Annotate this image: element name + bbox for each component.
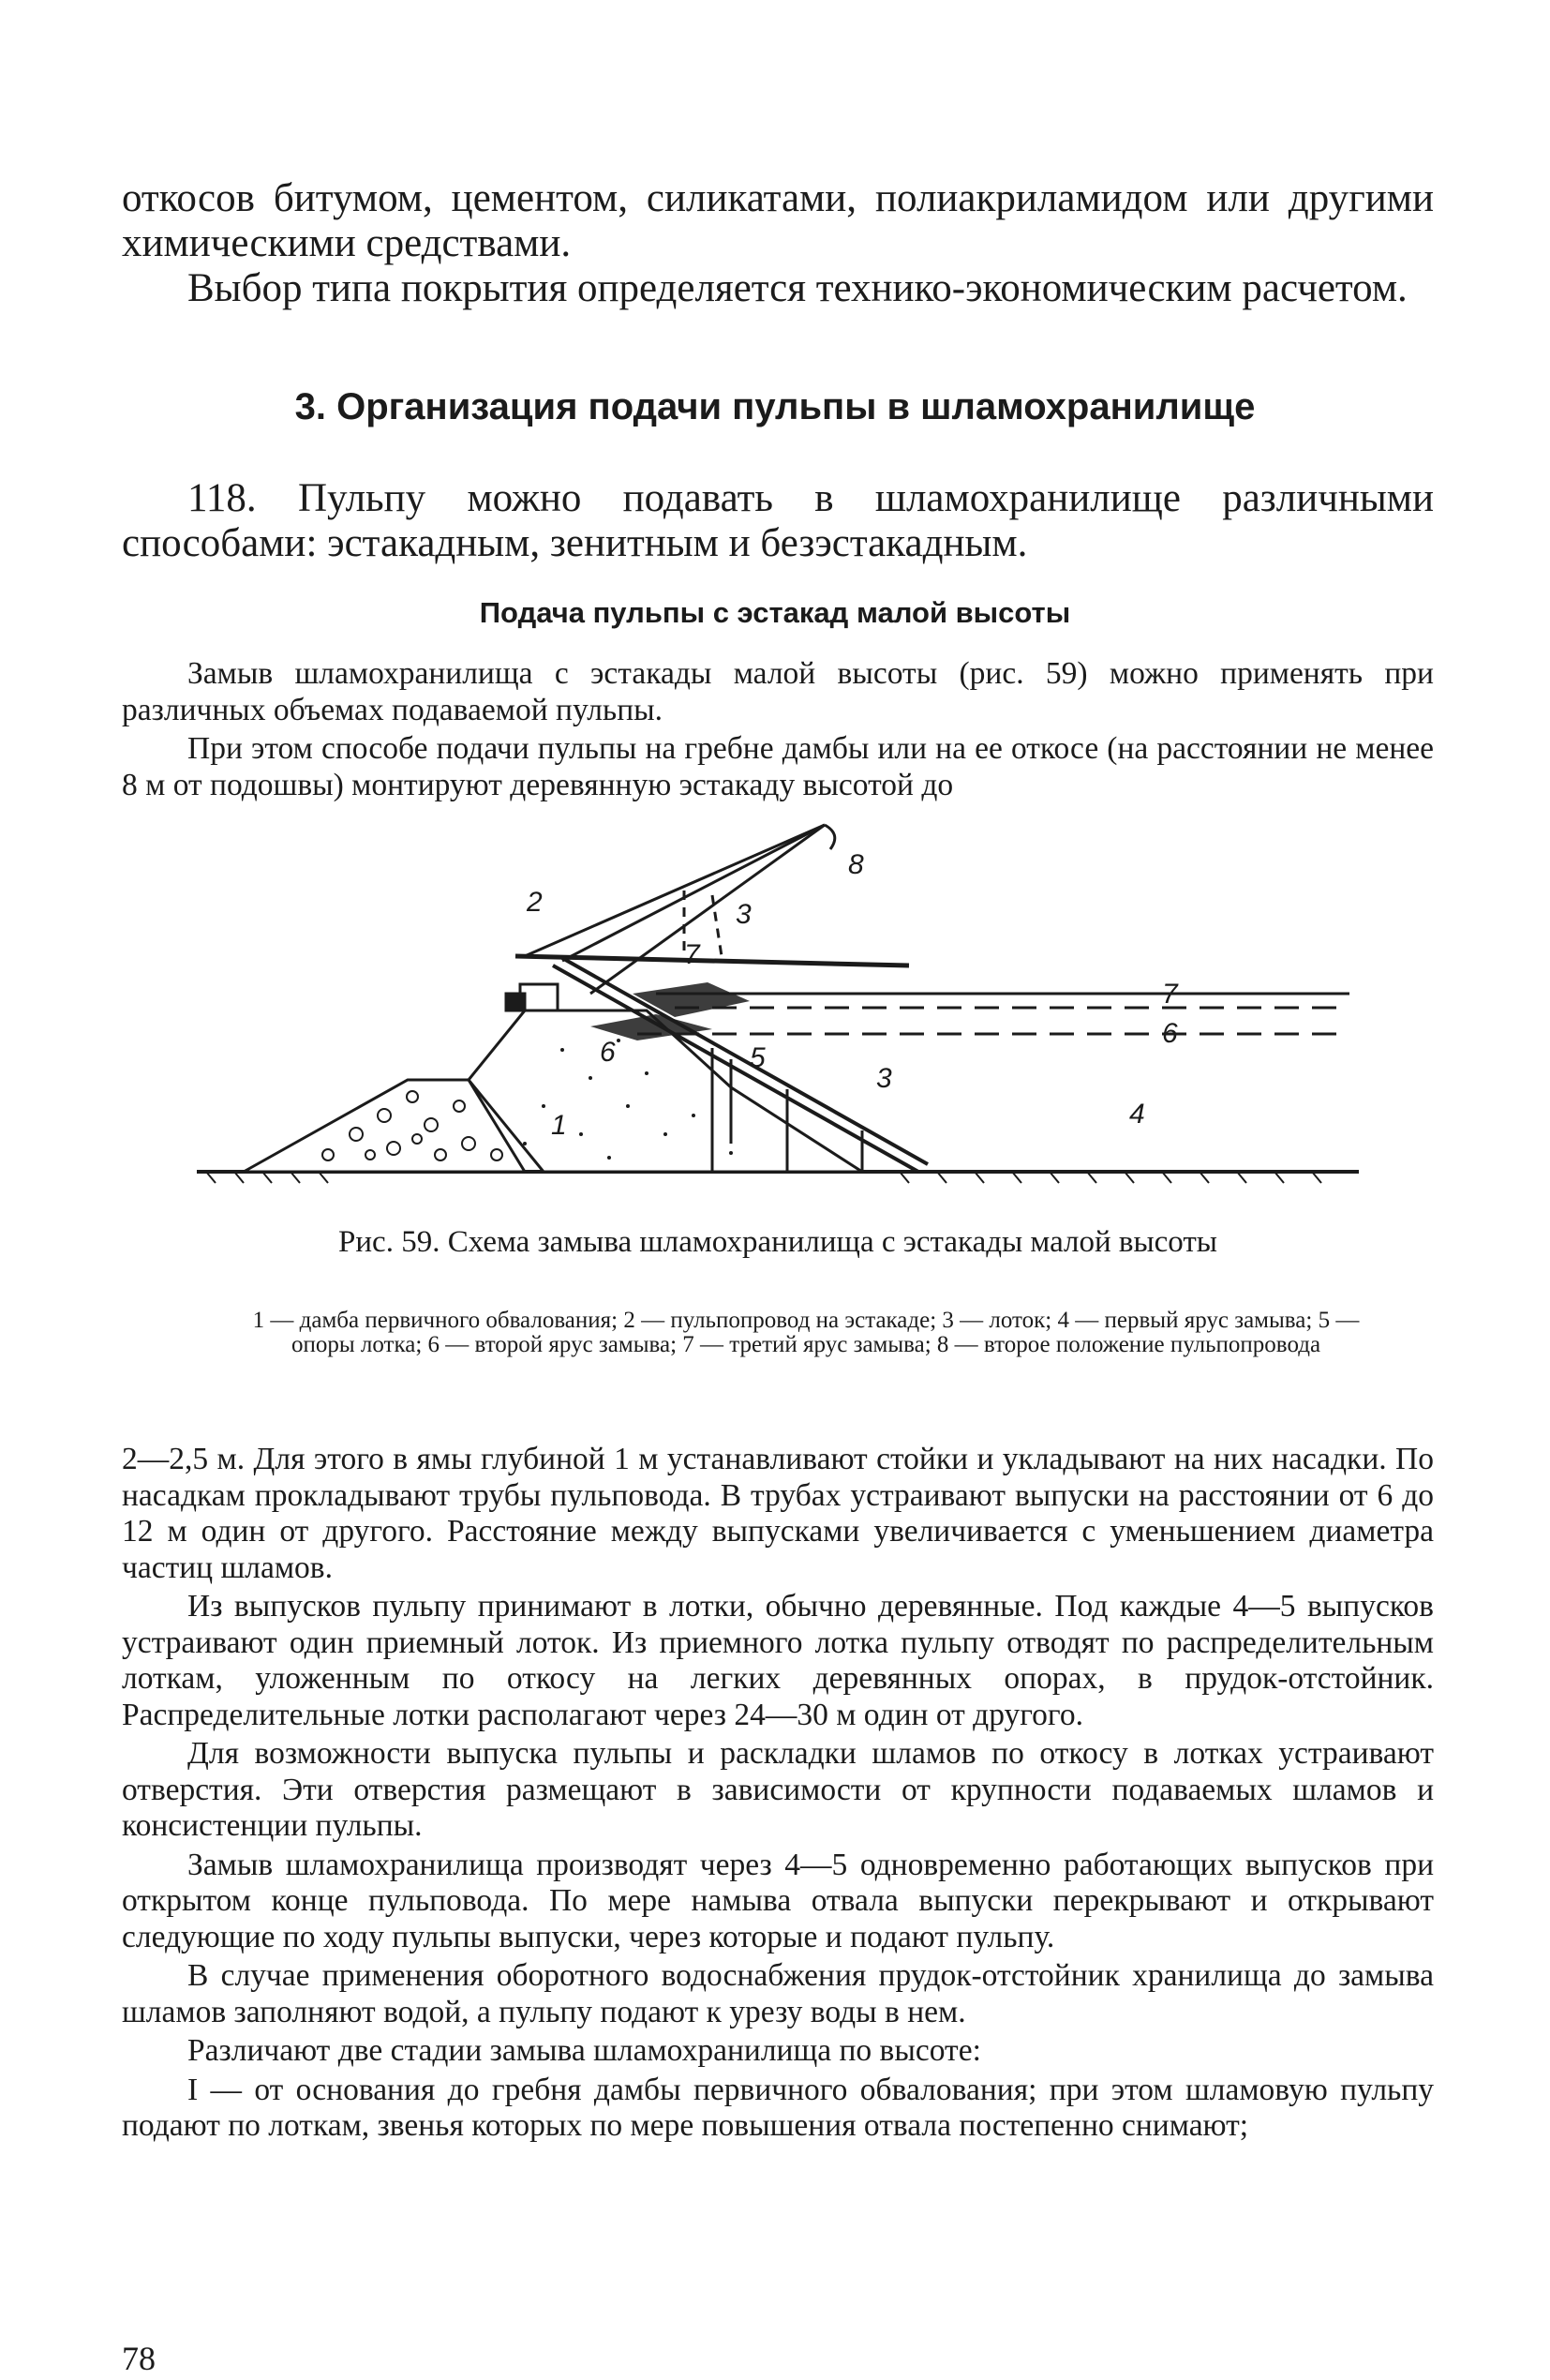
figure-label: 3 bbox=[736, 899, 752, 930]
paragraph: Для возможности выпуска пульпы и раскладки шламов по откосу в лотках устраивают отверстия. Эти отверстия размещают в зависимости от крупности подаваемых шламов и консистенции пульпы. bbox=[122, 1736, 1434, 1843]
page-number: 78 bbox=[122, 2340, 156, 2377]
subsection-heading: Подача пульпы с эстакад малой высоты bbox=[479, 596, 1071, 629]
intro-paragraph-block bbox=[122, 476, 1434, 566]
figure-label: 7 bbox=[1162, 979, 1178, 1010]
paragraph: Из выпусков пульпу принимают в лотки, обычно деревянные. Под каждые 4—5 выпусков устраивают один приемный лоток. Из приемного лотка пульпу отводят по распределительным лоткам, уложенным по откосу на легких деревянных опорах, в прудок-отстойник. Распределительные лотки располагают через 24—30 м один от другого. bbox=[122, 1589, 1434, 1732]
intro-paragraph: 118. Пульпу можно подавать в шламохранилище различными способами: эстакадным, зенитным и безэстакадным. bbox=[122, 476, 1434, 565]
paragraph: Различают две стадии замыва шламохранилища по высоте: bbox=[187, 2033, 981, 2068]
figure-label: 4 bbox=[1129, 1099, 1145, 1130]
figure-legend: 1 — дамба первичного обвалования; 2 — пульпопровод на эстакаде; 3 — лоток; 4 — первый ярус замыва; 5 — опоры лотка; 6 — второй ярус замыва; 7 — третий ярус замыва; 8 — второе положение пульпопровода bbox=[252, 1308, 1360, 1357]
figure-label: 3 bbox=[876, 1063, 892, 1094]
paragraph: Замыв шламохранилища с эстакады малой высоты (рис. 59) можно применять при различных объемах подаваемой пульпы. bbox=[122, 656, 1434, 727]
top-text-block bbox=[122, 176, 1434, 311]
figure-label: 6 bbox=[1162, 1018, 1178, 1049]
paragraph-continuation: откосов битумом, цементом, силикатами, полиакриламидом или другими химическими средствами. bbox=[122, 176, 1434, 265]
paragraph: В случае применения оборотного водоснабжения прудок-отстойник хранилища до замыва шламов заполняют водой, а пульпу подают к урезу воды в нем. bbox=[122, 1958, 1434, 2029]
body-after-figure bbox=[122, 1442, 1434, 2145]
figure-59-diagram bbox=[187, 806, 1368, 1200]
paragraph: 2—2,5 м. Для этого в ямы глубиной 1 м устанавливают стойки и укладывают на них насадки. По насадкам прокладывают трубы пульповода. В трубах устраивают выпуски на расстоянии от 6 до 12 м один от другого. Расстояние между выпусками увеличивается с уменьшением диаметра частиц шламов. bbox=[122, 1442, 1434, 1585]
figure-label: 1 bbox=[551, 1110, 567, 1141]
body-before-figure bbox=[122, 656, 1434, 803]
figure-label: 6 bbox=[600, 1037, 616, 1068]
paragraph: I — от основания до гребня дамбы первичного обвалования; при этом шламовую пульпу подают по лоткам, звенья которых по мере повышения отвала постепенно снимают; bbox=[122, 2072, 1434, 2143]
paragraph: Замыв шламохранилища производят через 4—5 одновременно работающих выпусков при открытом конце пульповода. По мере намыва отвала выпуски перекрывают и открывают следующие по ходу пульпы выпуски, через которые и подают пульпу. bbox=[122, 1847, 1434, 1954]
figure-label: 8 bbox=[848, 849, 864, 880]
section-heading: 3. Организация подачи пульпы в шламохранилище bbox=[294, 386, 1256, 427]
figure-label: 2 bbox=[527, 887, 543, 918]
crane bbox=[506, 825, 835, 1010]
figure-label: 5 bbox=[750, 1042, 766, 1073]
figure-caption: Рис. 59. Схема замыва шламохранилища с эстакады малой высоты bbox=[338, 1225, 1217, 1259]
paragraph-coating-choice: Выбор типа покрытия определяется технико-экономическим расчетом. bbox=[187, 266, 1408, 310]
paragraph: При этом способе подачи пульпы на гребне дамбы или на ее откосе (на расстоянии не менее 8 м от подошвы) монтируют деревянную эстакаду высотой до bbox=[122, 731, 1434, 802]
figure-label: 7 bbox=[684, 939, 700, 970]
